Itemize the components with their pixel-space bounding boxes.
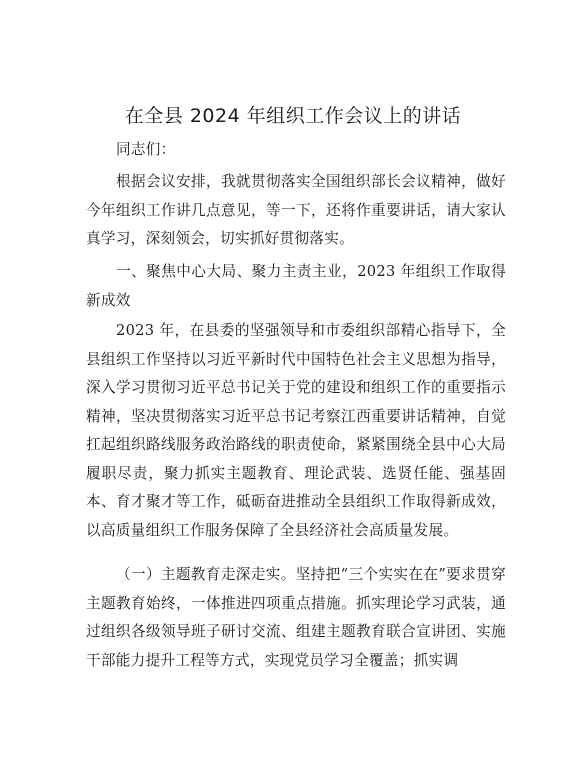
paragraph-opening: 根据会议安排，我就贯彻落实全国组织部长会议精神，做好今年组织工作讲几点意见，等一下，还将作重要讲话，请大家认真学习，深刻领会，切实抓好贯彻落实。 [86, 173, 506, 247]
greeting: 同志们： [116, 141, 176, 158]
paragraph-theme-education: （一）主题教育走深走实。坚持把“三个实实在在”要求贯穿主题教育始终，一体推进四项重点措施。抓实理论学习武装，通过组织各级领导班子研讨交流、组建主题教育联合宣讲团、实施干部能力提升工程等方式，实现党员学习全覆盖；抓实调 [86, 566, 506, 669]
paragraph-2023-review: 2023 年，在县委的坚强领导和市委组织部精心指导下，全县组织工作坚持以习近平新时代中国特色社会主义思想为指导，深入学习贯彻习近平总书记关于党的建设和组织工作的重要指示精神，坚决贯彻落实习近平总书记考察江西重要讲话精神，自觉扛起组织路线服务政治路线的职责使命，紧紧围绕全县中心大局履职尽责，聚力抓实主题教育、理论武装、选贤任能、强基固本、育才聚才等工作，砥砺奋进推动全县组织工作取得新成效，以高质量组织工作服务保障了全县经济社会高质量发展。 [86, 322, 506, 539]
document-title: 在全县 2024 年组织工作会议上的讲话 [124, 105, 462, 127]
section-heading-1: 一、聚焦中心大局、聚力主责主业，2023 年组织工作取得新成效 [86, 263, 506, 309]
